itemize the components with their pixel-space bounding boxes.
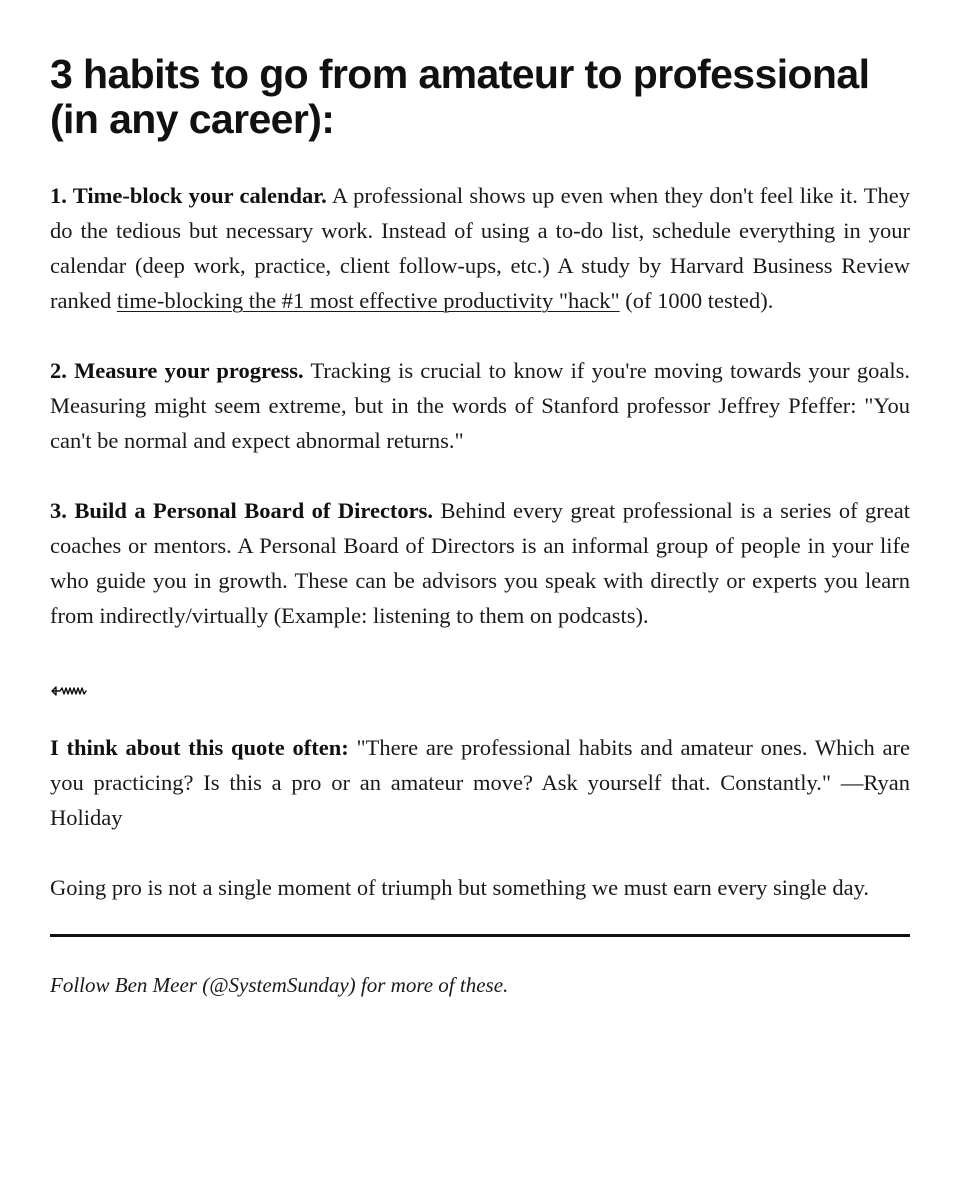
hbr-study-link[interactable]: time-blocking the #1 most effective productivity "hack" [116, 288, 620, 313]
footer-credit: Follow Ben Meer (@SystemSunday) for more of these. [50, 973, 509, 997]
habit-1-after: (of 1000 tested). [619, 288, 774, 313]
habit-2-heading: 2. Measure your progress. [50, 358, 304, 383]
divider-rule [50, 934, 910, 937]
habit-3-paragraph [50, 493, 910, 633]
quote-body: "There are professional habits and amateur ones. Which are you practicing? Is this a pro or an amateur move? Ask yourself that. Constantly." —Ryan Holiday [50, 735, 911, 830]
article [50, 52, 910, 1000]
quote-heading: I think about this quote often: [50, 735, 349, 760]
page-title: 3 habits to go from amateur to professional (in any career): [50, 51, 870, 142]
habit-3-heading: 3. Build a Personal Board of Directors. [50, 498, 434, 523]
habit-1-heading: 1. Time-block your calendar. [50, 183, 327, 208]
quote-paragraph [50, 730, 910, 835]
habit-1-paragraph [50, 178, 910, 318]
squiggle-arrow-icon [50, 675, 90, 705]
closing-paragraph: Going pro is not a single moment of triumph but something we must earn every single day. [50, 875, 870, 900]
habit-3-body: Behind every great professional is a series of great coaches or mentors. A Personal Board of Directors is an informal group of people in your life who guide you in growth. These can be advisors you speak with directly or experts you learn from indirectly/virtually (Example: listening to them on podcasts). [50, 498, 910, 628]
habit-1-body: A professional shows up even when they don't feel like it. They do the tedious but necessary work. Instead of using a to-do list, schedule everything in your calendar (deep work, practice, client follow-ups, etc.) A study by Harvard Business Review ranked [50, 183, 910, 313]
habit-2-body: Tracking is crucial to know if you're moving towards your goals. Measuring might seem extreme, but in the words of Stanford professor Jeffrey Pfeffer: "You can't be normal and expect abnormal returns." [50, 358, 910, 453]
habit-2-paragraph [50, 353, 910, 458]
